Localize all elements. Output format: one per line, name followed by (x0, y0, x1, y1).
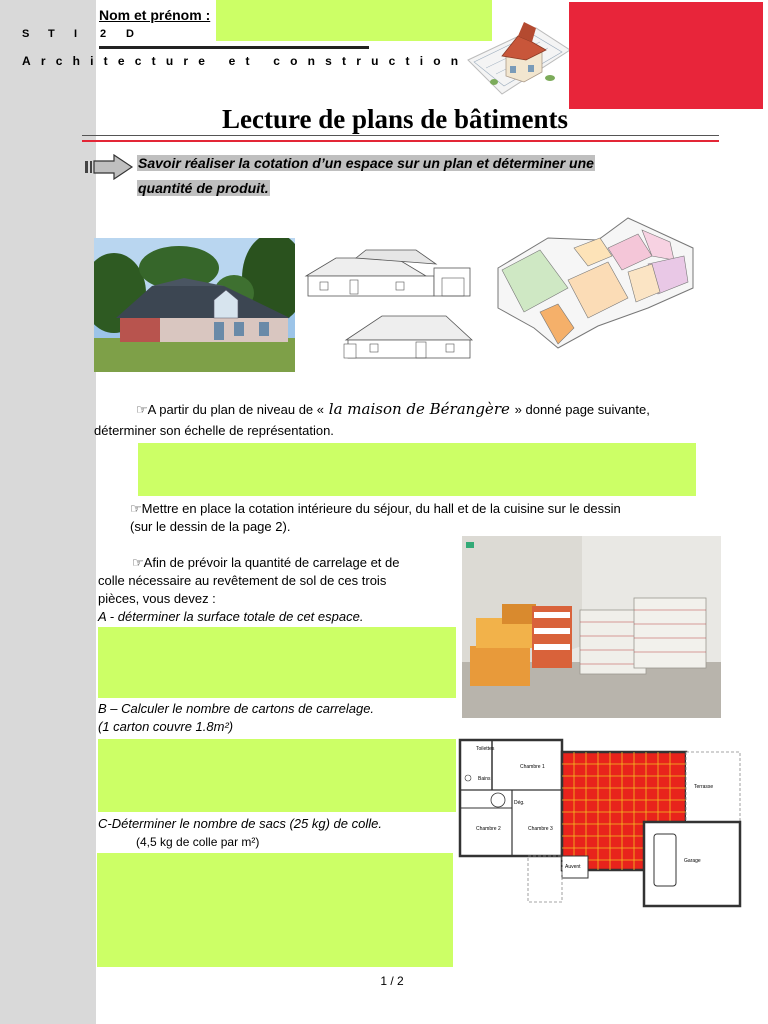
label-toilettes: Toilettes (476, 746, 495, 752)
title-rule-red (82, 140, 719, 142)
label-auvent: Auvent (565, 864, 581, 870)
block-arrow-icon (84, 154, 134, 180)
scale-question (136, 400, 650, 419)
cotation-line-1: Mettre en place la cotation intérieure du séjour, du hall et de la cuisine sur le dessin (141, 501, 621, 516)
objective-line-2: quantité de produit. (138, 180, 269, 196)
house-name: la maison de Bérangère (324, 400, 515, 418)
label-chambre-3: Chambre 3 (528, 826, 553, 832)
name-label: Nom et prénom : (99, 7, 211, 23)
pointing-hand-icon: ☞ (136, 402, 148, 417)
pointing-hand-icon: ☞ (130, 501, 142, 516)
label-terrasse: Terrasse (694, 784, 714, 790)
label-bains: Bains (478, 776, 491, 782)
red-corner-block (569, 2, 763, 109)
sti-letter: D (126, 28, 134, 40)
left-margin-band (0, 0, 96, 1024)
question-b-line-1: B – Calculer le nombre de cartons de carrelage. (98, 701, 375, 716)
question-c-line-1: C-Déterminer le nombre de sacs (25 kg) de colle. (98, 816, 382, 831)
label-deg: Dég. (514, 800, 525, 806)
tile-boxes-photo (462, 536, 721, 718)
scale-question-line-2: déterminer son échelle de représentation. (94, 423, 334, 438)
pointing-hand-icon: ☞ (132, 555, 144, 570)
floor-plan-tiled (458, 738, 744, 908)
name-input-box[interactable] (216, 0, 492, 41)
house-photo (94, 238, 295, 372)
header-rule (99, 46, 369, 49)
answer-box-b[interactable] (98, 739, 456, 812)
scale-answer-box[interactable] (138, 443, 696, 496)
sti2d-label (22, 28, 152, 40)
sti-letter: I (74, 28, 78, 40)
carrelage-line-3: pièces, vous devez : (98, 591, 216, 606)
sti-letter: 2 (100, 28, 107, 40)
cotation-line-2: (sur le dessin de la page 2). (130, 519, 291, 534)
scale-text-prefix: A partir du plan de niveau de « (147, 402, 325, 417)
label-garage: Garage (684, 858, 701, 864)
subtitle-architecture: Architecture et construction (22, 54, 469, 68)
page-title: Lecture de plans de bâtiments (221, 104, 568, 134)
carrelage-intro (132, 554, 400, 572)
carrelage-line-2: colle nécessaire au revêtement de sol de ces trois (98, 573, 387, 588)
title-rule-grey (82, 135, 719, 136)
sti-letter: T (48, 28, 55, 40)
answer-box-a[interactable] (98, 627, 456, 698)
elevation-drawings (296, 238, 486, 372)
question-b-line-2: (1 carton couvre 1.8m²) (98, 719, 234, 734)
sti-letter: S (22, 28, 30, 40)
answer-box-c[interactable] (97, 853, 453, 967)
question-a: A - déterminer la surface totale de cet espace. (98, 609, 364, 624)
carrelage-line-1: Afin de prévoir la quantité de carrelage et de (143, 555, 400, 570)
cotation-instruction (130, 500, 621, 518)
page-number: 1 / 2 (380, 974, 404, 988)
question-c-line-2: (4,5 kg de colle par m²) (136, 835, 260, 849)
colored-floor-plan (488, 208, 702, 356)
label-chambre-2: Chambre 2 (476, 826, 501, 832)
house-plan-logo (466, 10, 570, 102)
objective-line-1: Savoir réaliser la cotation d’un espace sur un plan et déterminer une (138, 155, 594, 171)
scale-text-suffix: » donné page suivante, (514, 402, 650, 417)
label-chambre-1: Chambre 1 (520, 764, 545, 770)
